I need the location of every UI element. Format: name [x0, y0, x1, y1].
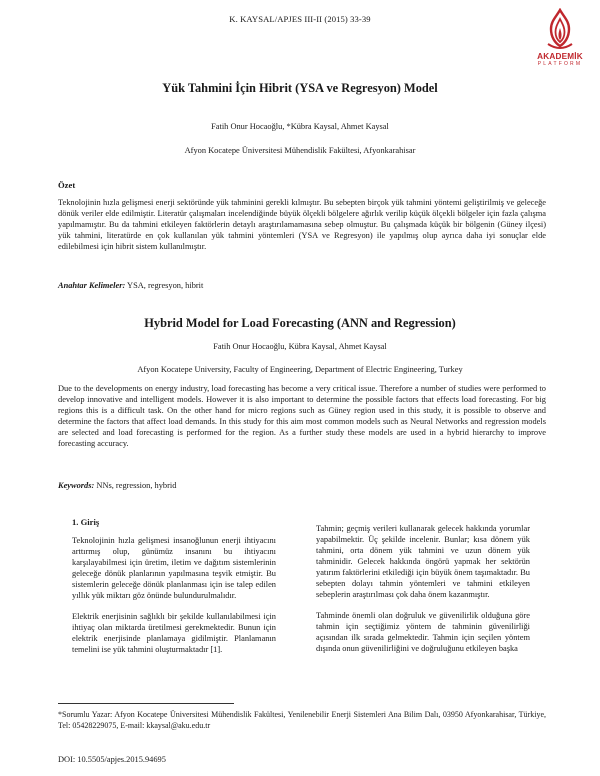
english-title: Hybrid Model for Load Forecasting (ANN and Regression) [144, 316, 456, 330]
logo-subtitle: PLATFORM [537, 61, 583, 67]
turkish-title: Yük Tahmini İçin Hibrit (YSA ve Regresyon) Model [162, 81, 438, 95]
running-head: K. KAYSAL/APJES III-II (2015) 33-39 [229, 14, 371, 24]
intro-paragraph-1: Teknolojinin hızla gelişmesi insanoğlunun enerji ihtiyacını arttırmış olup, günümüz insanını bu ihtiyacını karşılayabilmesi için üretim, iletim ve dağıtım sistemlerinin geleceğe dönük planlarının yapılmasına teşvik etmiştir. Bu sistemlerin geleceğe dönük planlanması için ise talep edilen yıllık yük miktarı göz önünde bulundurulmalıdır. [72, 536, 276, 600]
abstract-heading-tr: Özet [58, 180, 76, 190]
column-left [72, 535, 276, 665]
keywords-label-tr: Anahtar Kelimeler: [58, 281, 126, 290]
abstract-tr: Teknolojinin hızla gelişmesi enerji sektöründe yük tahminini gerekli kılmıştır. Bu sebepten birçok yük tahmini yöntemi geliştirilmiş ve geleceğe dönük veriler elde edilmiştir. Literatür çalışmaları incelendiğinde büyük ölçekli bölgelere ağırlık verilip küçük ölçekli bölgeler için fazla çalışma yapılmamıştır. Bu da tahmini etkileyen faktörlerin detaylı araştırılamamasına sebep olmuştur. Bu çalışmada küçük bir bölgenin (Güney ilçesi) yük tahmini, literatürde en çok kullanılan yük tahmini yöntemleri (YSA ve Regresyon) ile yapılmış olup ayrıca daha iyi sonuçlar elde edilebilmesi için hibrit sistem kullanılmıştır. [58, 198, 546, 251]
keywords-label-en: Keywords: [58, 481, 95, 490]
keywords-value-tr: YSA, regresyon, hibrit [125, 281, 204, 290]
logo-wordmark: AKADEMİK [537, 52, 583, 61]
akademik-platform-logo [532, 8, 588, 78]
intro-paragraph-2: Elektrik enerjisinin sağlıklı bir şekilde kullanılabilmesi için ihtiyaç olan miktarda üretilmesi gerekmektedir. Bunun için elektrik enerjisinde planlamaya gidilmiştir. Planlamanın temelini ise yük tahmini oluşturmaktadır [1]. [72, 612, 276, 654]
keywords-en [58, 481, 176, 490]
footnote-divider [58, 703, 234, 704]
doi: DOI: 10.5505/apjes.2015.94695 [58, 755, 166, 764]
column-right [316, 523, 530, 664]
keywords-tr [58, 281, 203, 290]
corresponding-author-footnote: *Sorumlu Yazar: Afyon Kocatepe Üniversitesi Mühendislik Fakültesi, Yenilenebilir Enerji Sistemleri Ana Bilim Dalı, 03950 Afyonkarahisar, Türkiye, Tel: 05428229075, E-mail: kkaysal@aku.edu.tr [58, 710, 546, 730]
english-affiliation: Afyon Kocatepe University, Faculty of Engineering, Department of Electric Engineering, Turkey [137, 365, 463, 374]
intro-paragraph-4: Tahminde önemli olan doğruluk ve güvenilirlik olduğuna göre tahmin için seçtiğimiz yöntem de tahminin güvenilirliği açısından ilk sırada gelmektedir. Tahmin için seçilen yöntem dışında onun güvenilirliğini ve doğruluğunu etkileyen başka [316, 611, 530, 653]
section-heading-introduction: 1. Giriş [72, 517, 100, 527]
keywords-value-en: NNs, regression, hybrid [94, 481, 177, 490]
turkish-affiliation: Afyon Kocatepe Üniversitesi Mühendislik Fakültesi, Afyonkarahisar [184, 146, 416, 155]
flame-emblem-icon [545, 8, 575, 52]
intro-paragraph-3: Tahmin; geçmiş verileri kullanarak gelecek hakkında yorumlar yapabilmektir. Üç şekilde incelenir. Bunlar; kısa dönem yük tahmini, orta dönem yük tahmini ve uzun dönem yük tahminidir. Gelecek hakkında öngörü yapmak her sektörün yatırım faktörlerini etkilediği için büyük önem taşımaktadır. Bu sebepten dolayı tahmin yöntemleri ve tahmini etkileyen sebeplerin araştırılması çok daha önem kazanmıştır. [316, 524, 530, 599]
turkish-authors: Fatih Onur Hocaoğlu, *Kübra Kaysal, Ahmet Kaysal [211, 122, 389, 131]
abstract-en: Due to the developments on energy industry, load forecasting has become a very critical issue. Therefore a number of studies were performed to develop innovative and intelligent models. However it is also important to determine the possible factors that effects load forecasting. For big regions this is a difficult task. On the other hand for micro regions such as Güney region used in this study, it is possible to observe and determine the factors that affect load demands. In this study for this aim most common models such as Neural Networks and regression models are selected and load forecasting is performed for the region. As a further study these models are used in a hybrid hierarchy to improve forecasting accuracy. [58, 384, 546, 448]
english-authors: Fatih Onur Hocaoğlu, Kübra Kaysal, Ahmet Kaysal [213, 342, 387, 351]
